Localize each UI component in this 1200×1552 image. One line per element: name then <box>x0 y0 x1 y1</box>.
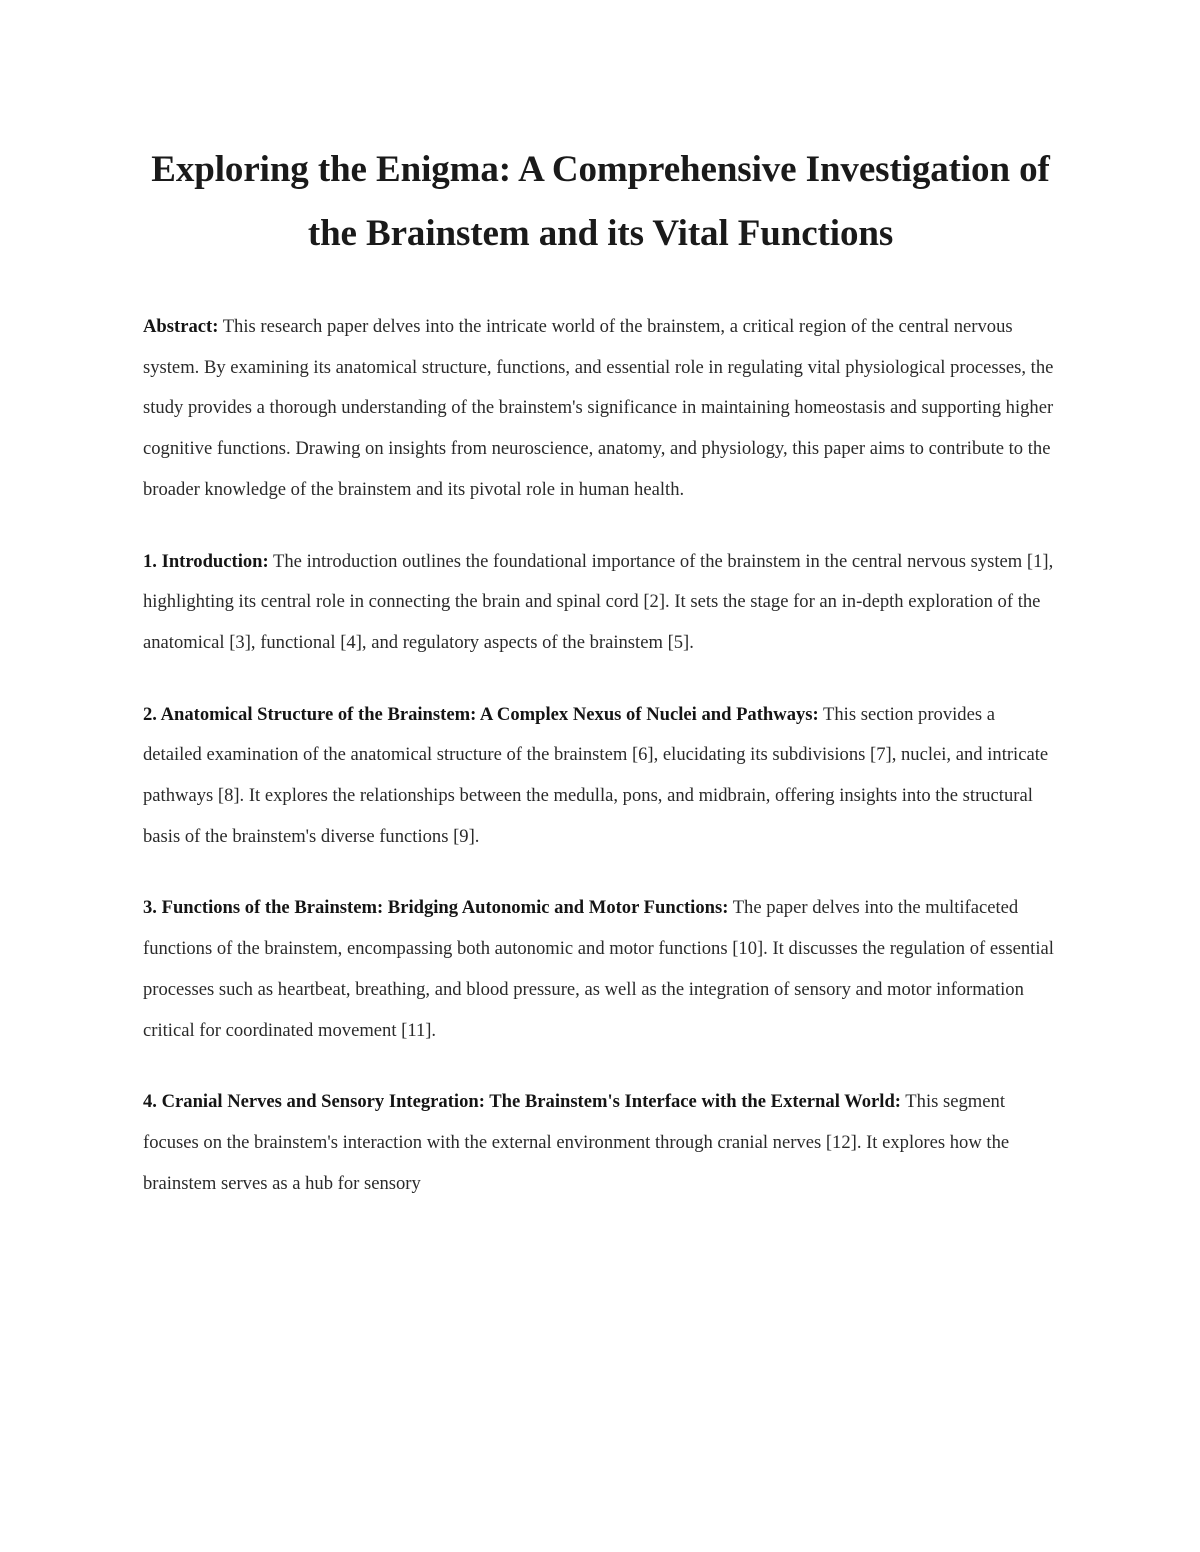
cranial-nerves-heading: 4. Cranial Nerves and Sensory Integration: The Brainstem's Interface with the External World: <box>143 1091 901 1113</box>
anatomical-structure-text: This section provides a detailed examination of the anatomical structure of the brainstem [6], elucidating its subdivisions [7], nuclei, and intricate pathways [8]. It explores the relationships between the medulla, pons, and midbrain, offering insights into the structural basis of the brainstem's diverse functions [9]. <box>143 703 1049 847</box>
functions-text: The paper delves into the multifaceted functions of the brainstem, encompassing both autonomic and motor functions [10]. It discusses the regulation of essential processes such as heartbeat, breathing, and blood pressure, as well as the integration of sensory and motor information critical for coordinated movement [11]. <box>143 897 1054 1041</box>
functions-paragraph <box>143 888 1058 1051</box>
abstract-paragraph <box>143 307 1058 511</box>
abstract-text: This research paper delves into the intricate world of the brainstem, a critical region of the central nervous system. By examining its anatomical structure, functions, and essential role in regulating vital physiological processes, the study provides a thorough understanding of the brainstem's significance in maintaining homeostasis and supporting higher cognitive functions. Drawing on insights from neuroscience, anatomy, and physiology, this paper aims to contribute to the broader knowledge of the brainstem and its pivotal role in human health. <box>143 316 1054 500</box>
paper-title: Exploring the Enigma: A Comprehensive Investigation of the Brainstem and its Vital Functions <box>151 149 1050 254</box>
cranial-nerves-text: This segment focuses on the brainstem's interaction with the external environment through cranial nerves [12]. It explores how the brainstem serves as a hub for sensory <box>143 1091 1010 1194</box>
anatomical-structure-paragraph <box>143 695 1058 858</box>
introduction-heading: 1. Introduction: <box>143 550 269 572</box>
paper-page <box>143 138 1058 1204</box>
anatomical-structure-heading: 2. Anatomical Structure of the Brainstem: A Complex Nexus of Nuclei and Pathways: <box>143 703 819 725</box>
cranial-nerves-paragraph <box>143 1082 1058 1204</box>
abstract-heading: Abstract: <box>143 316 219 337</box>
functions-heading: 3. Functions of the Brainstem: Bridging Autonomic and Motor Functions: <box>143 897 729 919</box>
introduction-text: The introduction outlines the foundational importance of the brainstem in the central nervous system [1], highlighting its central role in connecting the brain and spinal cord [2]. It sets the stage for an in-depth exploration of the anatomical [3], functional [4], and regulatory aspects of the brainstem [5]. <box>143 550 1054 653</box>
introduction-paragraph <box>143 542 1058 664</box>
